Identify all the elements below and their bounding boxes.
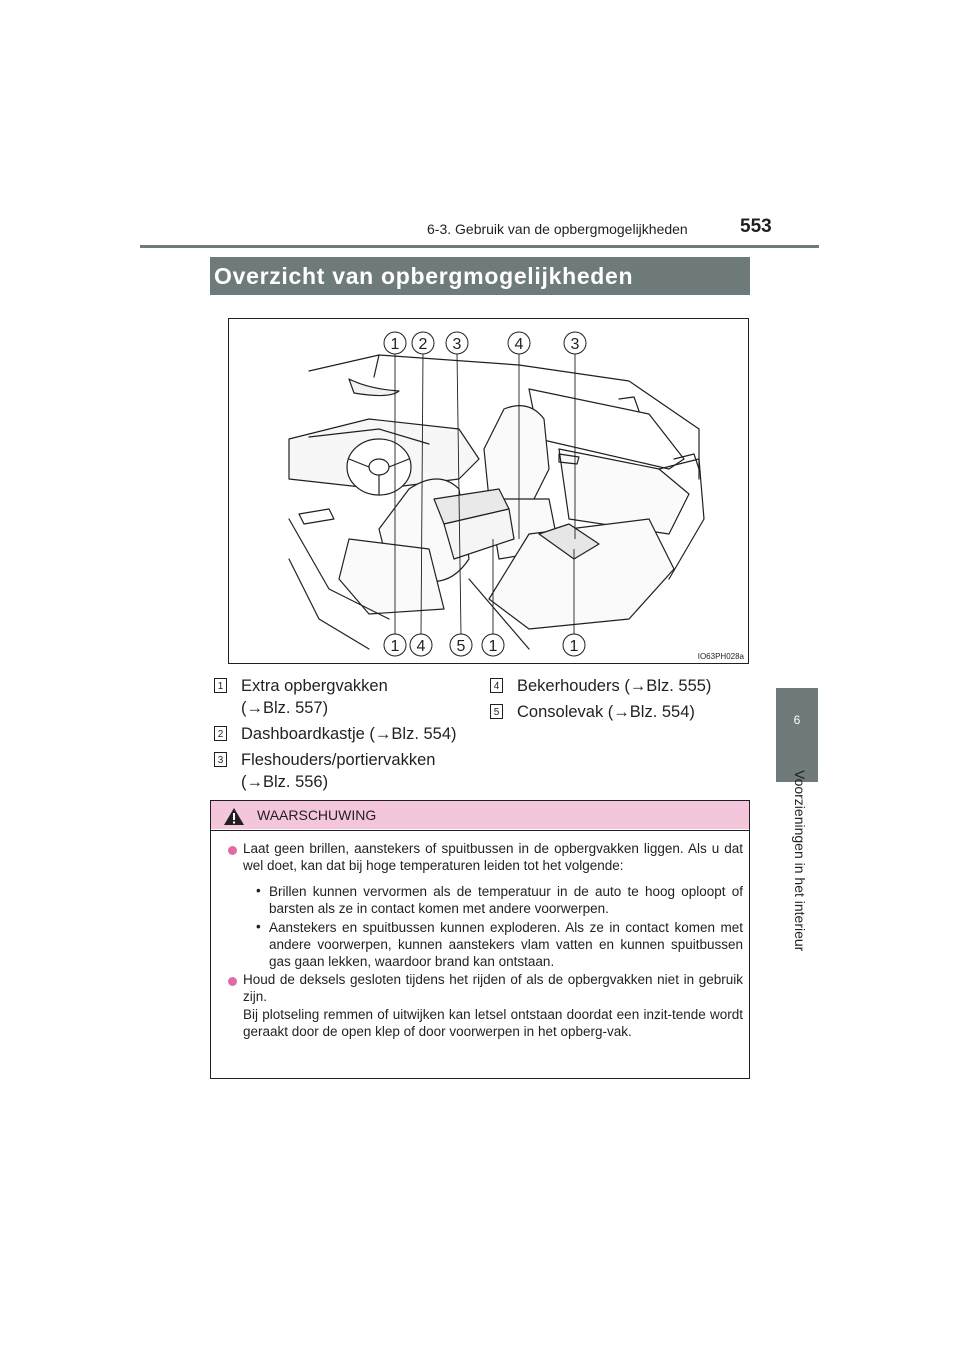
- warning-item-1: Laat geen brillen, aanstekers of spuitbussen in de opbergvakken liggen. Als u dat wel doet, kan dat bij hoge temperaturen leiden tot het volgende:: [243, 841, 743, 873]
- page-number: 553: [740, 216, 772, 237]
- callout-bottom-3: [450, 634, 472, 656]
- callout-bottom-1: [384, 634, 406, 656]
- legend-number: 3: [214, 752, 227, 767]
- bullet-icon: [228, 846, 237, 855]
- legend-item-1: [214, 675, 464, 721]
- legend-text: Dashboardkastje (→Blz. 554): [241, 725, 457, 743]
- callout-top-4: [508, 332, 530, 354]
- running-header-title: 6-3. Gebruik van de opbergmogelijkheden: [427, 221, 688, 237]
- warning-subitem-1: Brillen kunnen vervormen als de temperatuur in de auto te hoog oploopt of barsten als ze in contact komen met andere voorwerpen.: [269, 884, 743, 916]
- chapter-tab: [776, 688, 818, 782]
- callout-bottom-2: [410, 634, 432, 656]
- callout-label: 1: [390, 336, 400, 353]
- legend-number: 4: [490, 678, 503, 693]
- warning-box: [210, 800, 750, 1079]
- warning-triangle-icon: [223, 807, 245, 826]
- warning-item-2: Houd de deksels gesloten tijdens het rijden of als de opbergvakken niet in gebruik zijn.: [243, 972, 743, 1004]
- callout-label: 1: [569, 638, 579, 655]
- legend-text: Consolevak (→Blz. 554): [517, 703, 695, 721]
- header-rule: [140, 245, 819, 248]
- callout-label: 3: [452, 336, 462, 353]
- legend-item-3: [214, 749, 464, 795]
- bullet-icon: [228, 977, 237, 986]
- callout-label: 1: [488, 638, 498, 655]
- callout-bottom-5: [563, 634, 585, 656]
- warning-title: WAARSCHUWING: [257, 807, 377, 823]
- sub-bullet-icon: •: [256, 919, 261, 934]
- legend-text: Bekerhouders (→Blz. 555): [517, 677, 712, 695]
- legend-text: Extra opbergvakken (→Blz. 557): [241, 677, 388, 717]
- callout-top-1: [384, 332, 406, 354]
- interior-figure: [228, 318, 749, 664]
- warning-header: [211, 801, 749, 829]
- warning-item-2-detail: Bij plotseling remmen of uitwijken kan letsel ontstaan doordat een inzit-tende wordt geraakt door de open klep of door voorwerpen in het opberg-vak.: [243, 1007, 743, 1039]
- chapter-number: 6: [793, 713, 801, 727]
- callout-label: 4: [416, 638, 426, 655]
- sub-bullet-icon: •: [256, 883, 261, 898]
- warning-divider: [211, 830, 749, 831]
- callout-label: 4: [514, 336, 524, 353]
- warning-subitem-2: Aanstekers en spuitbussen kunnen exploderen. Als ze in contact komen met andere voorwerpen, kunnen aanstekers vlam vatten en kunnen spuitbussen gas gaan lekken, waardoor brand kan ontstaan.: [269, 920, 743, 969]
- callout-label: 1: [390, 638, 400, 655]
- legend-number: 1: [214, 678, 227, 693]
- callout-label: 3: [570, 336, 580, 353]
- legend-item-5: [490, 701, 745, 725]
- callout-top-3: [446, 332, 468, 354]
- car-interior-illustration: [229, 319, 749, 664]
- callout-bottom-4: [482, 634, 504, 656]
- legend-item-4: [490, 675, 745, 699]
- callout-top-5: [564, 332, 586, 354]
- callout-label: 5: [456, 638, 466, 655]
- figure-code: IO63PH028a: [697, 652, 744, 661]
- callout-top-2: [412, 332, 434, 354]
- legend-text: Fleshouders/portiervakken (→Blz. 556): [241, 751, 436, 791]
- legend-item-2: [214, 723, 464, 747]
- callout-label: 2: [418, 336, 428, 353]
- legend-number: 5: [490, 704, 503, 719]
- chapter-title: Voorzieningen in het interieur: [792, 770, 808, 952]
- section-title: Overzicht van opbergmogelijkheden: [210, 257, 750, 295]
- legend-number: 2: [214, 726, 227, 741]
